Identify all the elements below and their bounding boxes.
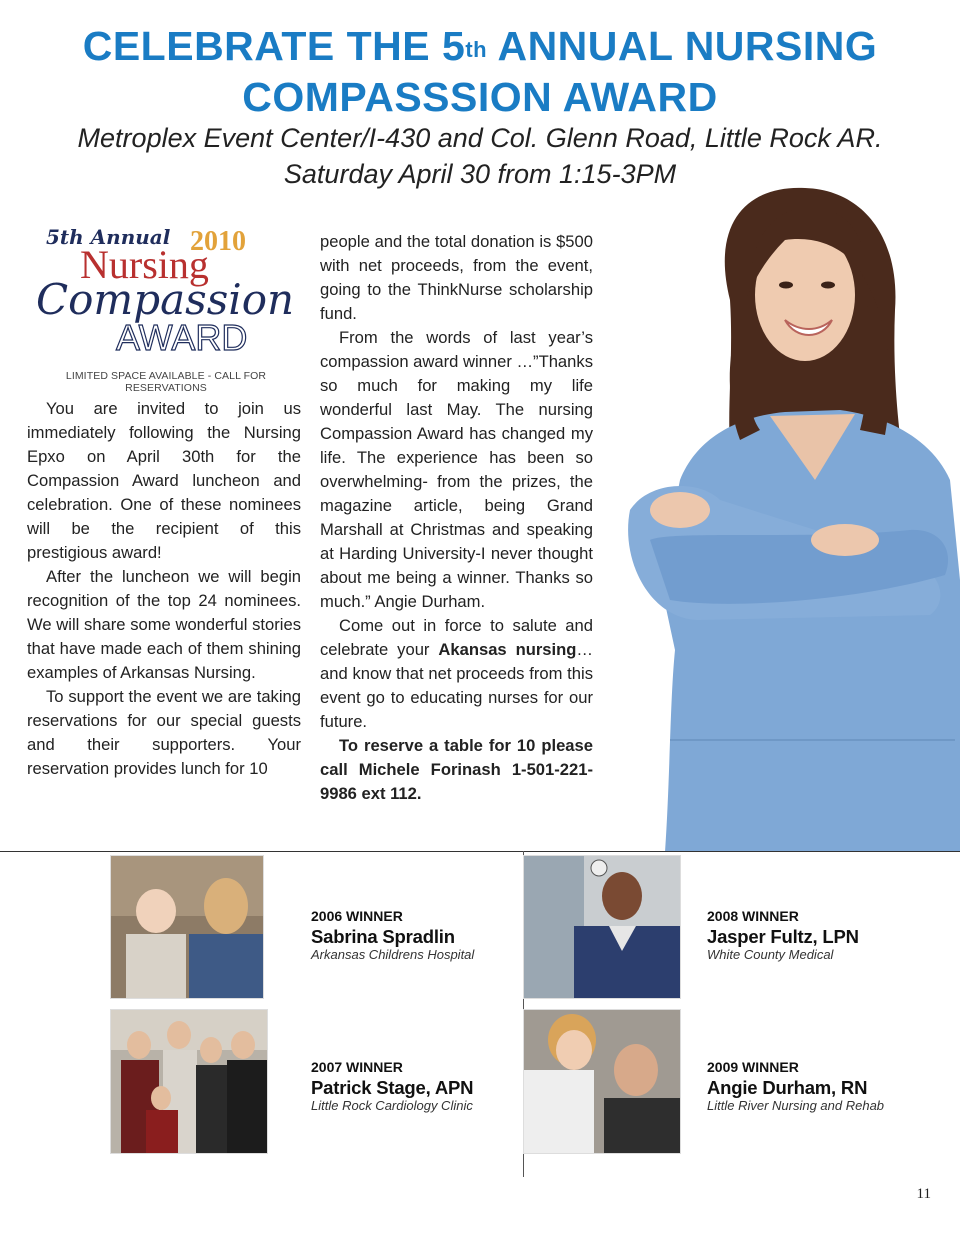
logo-annual: 5th Annual xyxy=(46,225,171,249)
winner-2009-name: Angie Durham, RN xyxy=(707,1077,868,1098)
winner-2007-place: Little Rock Cardiology Clinic xyxy=(311,1098,473,1113)
winner-2007-photo xyxy=(110,1009,268,1154)
winner-2007-label: 2007 WINNER xyxy=(311,1059,403,1075)
reservation-note: LIMITED SPACE AVAILABLE - CALL FOR RESERVATIONS xyxy=(65,370,267,394)
page-title-line2: COMPASSSION AWARD xyxy=(242,74,718,120)
winner-2008-place: White County Medical xyxy=(707,947,834,962)
nurse-photo xyxy=(610,180,960,852)
article-column-1 xyxy=(27,397,301,781)
award-logo xyxy=(32,218,302,358)
reservation-call: To reserve a table for 10 please call Michele Forinash 1-501-221-9986 ext 112. xyxy=(320,736,593,803)
winner-2006-label: 2006 WINNER xyxy=(311,908,403,924)
winner-2007-name: Patrick Stage, APN xyxy=(311,1077,474,1098)
paragraph: people and the total donation is $500 with net proceeds, from the event, going to the ThinkNurse scholarship fund. xyxy=(320,232,593,323)
paragraph: You are invited to join us immediately following the Nursing Epxo on April 30th for the Compassion Award luncheon and celebration. One of these nominees will be the recipient of this prestigious award! xyxy=(27,399,301,562)
section-divider xyxy=(0,851,960,852)
winner-2006-place: Arkansas Childrens Hospital xyxy=(311,947,475,962)
quote-paragraph: From the words of last year’s compassion award winner …”Thanks so much for making my life wonderful last May. The nursing Compassion Award has changed my life. The experience has been so overwhelming- from the prizes, the magazine article, being Grand Marshall at Christmas and speaking at Harding University-I never thought about me being a winner. Thanks so much.” Angie Durham. xyxy=(320,328,593,611)
logo-year: 2010 xyxy=(190,226,246,257)
winner-2009-label: 2009 WINNER xyxy=(707,1059,799,1075)
winner-2006-photo xyxy=(110,855,264,999)
winner-2008-photo xyxy=(523,855,681,999)
winner-2008-name: Jasper Fultz, LPN xyxy=(707,926,859,947)
paragraph: After the luncheon we will begin recognition of the top 24 nominees. We will share some wonderful stories that have made each of them shining examples of Arkansas Nursing. xyxy=(27,567,301,682)
paragraph: To support the event we are taking reservations for our special guests and their supporters. Your reservation provides lunch for 10 xyxy=(27,687,301,778)
winner-2009-place: Little River Nursing and Rehab xyxy=(707,1098,885,1113)
logo-nursing: Nursing xyxy=(80,242,209,287)
winner-2006-name: Sabrina Spradlin xyxy=(311,926,455,947)
event-location: Metroplex Event Center/I-430 and Col. Glenn Road, Little Rock AR. xyxy=(77,123,883,153)
page-title-line1: CELEBRATE THE 5th ANNUAL NURSING xyxy=(82,23,878,69)
article-column-2 xyxy=(320,230,593,806)
logo-compassion: Compassion xyxy=(36,275,295,324)
page-number: 11 xyxy=(916,1186,931,1202)
logo-award: AWARD xyxy=(116,317,248,358)
event-datetime: Saturday April 30 from 1:15-3PM xyxy=(283,159,677,189)
winner-2009-photo xyxy=(523,1009,681,1154)
paragraph: Come out in force to salute and celebrate your Akansas nursing… and know that net proceeds from this event go to educating nurses for our future. xyxy=(320,616,594,731)
winner-2008-label: 2008 WINNER xyxy=(707,908,799,924)
